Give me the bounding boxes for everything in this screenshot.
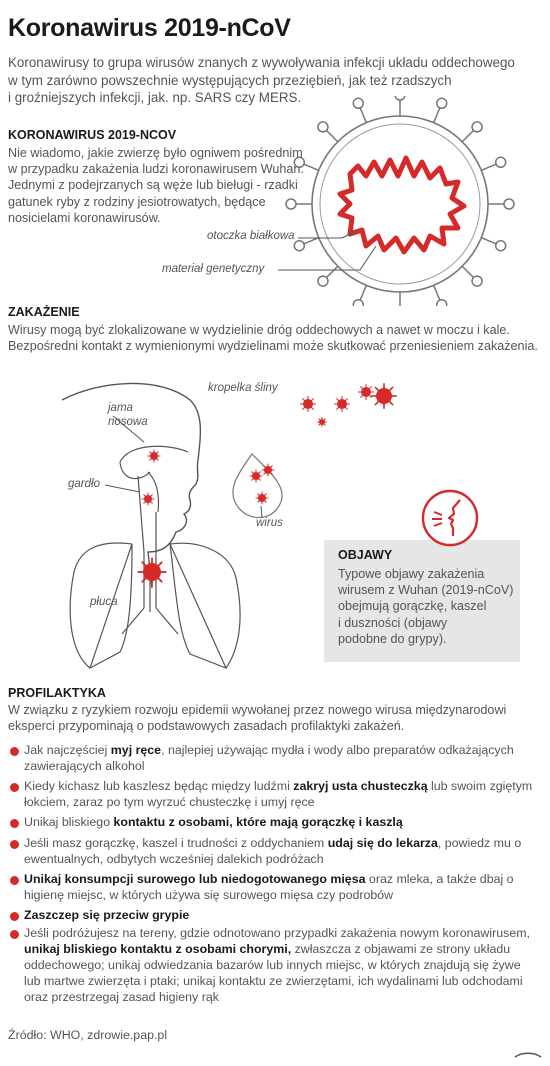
virus-icon <box>358 384 374 400</box>
virus-icon <box>256 492 269 505</box>
spike-head <box>353 300 363 306</box>
envelope-label: otoczka białkowa <box>207 230 295 242</box>
prevention-item: Jeśli masz gorączkę, kaszel i trudności z oddychaniem udaj się do lekarza, powiedz mu o ewentualnych, odbytych wcześniej dalekich podróżach <box>24 836 522 866</box>
prevention-item: Kiedy kichasz lub kaszlesz będąc między ludźmi zakryj usta chusteczką lub swoim zgiętym łokciem, zaraz po tym wyrzuć chusteczkę i umyj ręce <box>24 779 533 809</box>
spike-stem <box>304 164 319 170</box>
spike-stem <box>462 266 473 277</box>
virus-icon <box>142 493 155 506</box>
throat-label: gardło <box>68 478 100 490</box>
spike-stem <box>481 164 496 170</box>
symptoms-text: Typowe objawy zakażenia wirusem z Wuhan (2019-nCoV) obejmują gorączkę, kaszel i duszności (objawy podobne do grypy). <box>338 567 514 646</box>
prevention-item: Jeśli podróżujesz na tereny, gdzie odnotowano przypadki zakażenia nowym koronawirusem, unikaj bliskiego kontaktu z osobami chorymi, zwłaszcza z objawami ze strony układu oddechowego; unikaj odwiedzania bazarów lub innych miejsc, w których znajdują się żywe lub martwe zwierzęta i ptaki; unikaj kontaktu ze zwierzętami, ich wydalinami lub odchodami oraz przestrzegaj zasad higieny rąk <box>24 926 530 1004</box>
spike-stem <box>360 108 366 123</box>
bullet-icon <box>10 930 19 939</box>
spike-head <box>437 300 447 306</box>
droplet-label: kropelka śliny <box>208 382 278 394</box>
spike-head <box>318 122 328 132</box>
spike-stem <box>360 285 366 300</box>
virus-label: wirus <box>256 517 283 529</box>
spike-head <box>472 276 482 286</box>
source-note: Źródło: WHO, zdrowie.pap.pl <box>8 1028 168 1042</box>
spike-head <box>318 276 328 286</box>
spike-head <box>504 199 514 209</box>
spike-stem <box>434 108 440 123</box>
nasal-cavity-label: jama nosowa <box>108 402 148 428</box>
virus-icon <box>138 558 167 587</box>
prevention-item: Jak najczęściej myj ręce, najlepiej używając mydła i wody albo preparatów odkażających zawierających alkohol <box>24 743 514 773</box>
bullet-icon <box>10 747 19 756</box>
spike-head <box>496 241 506 251</box>
spike-head <box>294 157 304 167</box>
genetic-material-label: materiał genetyczny <box>162 263 265 275</box>
cough-icon <box>420 488 480 548</box>
virus-icon <box>371 383 397 409</box>
infection-section-heading: ZAKAŻENIE <box>8 305 80 319</box>
prevention-intro: W związku z ryzykiem rozwoju epidemii wywołanej przez nowego wirusa międzynarodowi eksperci przypominają o podstawowych zasadach profilaktyki zakażeń. <box>8 703 507 734</box>
virus-icon <box>317 417 327 427</box>
spike-head <box>496 157 506 167</box>
spike-stem <box>434 285 440 300</box>
virus-icon <box>334 396 350 412</box>
spike-head <box>395 96 405 100</box>
spike-stem <box>481 238 496 244</box>
spike-head <box>353 98 363 108</box>
virus-section-heading: KORONAWIRUS 2019-NCOV <box>8 128 177 142</box>
spike-stem <box>326 130 337 141</box>
bullet-icon <box>10 876 19 885</box>
symptoms-heading: OBJAWY <box>338 548 393 562</box>
spike-head <box>294 241 304 251</box>
pap-logo-icon <box>514 1052 542 1058</box>
virus-icon <box>300 396 316 412</box>
bullet-icon <box>10 819 19 828</box>
page-title: Koronawirus 2019-nCoV <box>8 14 291 42</box>
virus-section-text: Nie wiadomo, jakie zwierzę było ogniwem pośrednim w przypadku zakażenia ludzi koronawirusem Wuhan. Jednymi z podejrzanych są węże lub bieługi - rzadki gatunek ryby z rodziny jesiotrowatych, będące nosicielami koronawirusów. <box>8 146 304 225</box>
prevention-heading: PROFILAKTYKA <box>8 686 106 700</box>
spike-stem <box>304 238 319 244</box>
prevention-item: Unikaj bliskiego kontaktu z osobami, które mają gorączkę i kaszlą <box>24 815 403 829</box>
spike-head <box>437 98 447 108</box>
bullet-icon <box>10 840 19 849</box>
virus-icon <box>148 450 161 463</box>
infection-section-text: Wirusy mogą być zlokalizowane w wydzielinie dróg oddechowych a nawet w moczu i kale. Bezpośredni kontakt z wymienionymi wydzielinami może skutkować przeniesieniem zakażenia. <box>8 323 538 354</box>
bullet-icon <box>10 912 19 921</box>
prevention-item: Zaszczep się przeciw grypie <box>24 908 190 922</box>
bullet-icon <box>10 783 19 792</box>
floating-viruses <box>300 378 410 428</box>
lungs-label: płuca <box>90 596 118 608</box>
spike-stem <box>326 266 337 277</box>
virus-icon <box>262 464 275 477</box>
spike-head <box>286 199 296 209</box>
prevention-item: Unikaj konsumpcji surowego lub niedogotowanego mięsa oraz mleka, a także dbaj o higienę miejsc, w których używa się surowego mięsa czy podrobów <box>24 872 514 902</box>
virus-icon <box>250 470 263 483</box>
spike-stem <box>462 130 473 141</box>
intro-text: Koronawirusy to grupa wirusów znanych z wywoływania infekcji układu oddechowego w tym zarówno powszechnie występujących przeziębień, jak też rzadszych i groźniejszych infekcji, jak. np. SARS czy MERS. <box>8 55 515 105</box>
spike-head <box>472 122 482 132</box>
